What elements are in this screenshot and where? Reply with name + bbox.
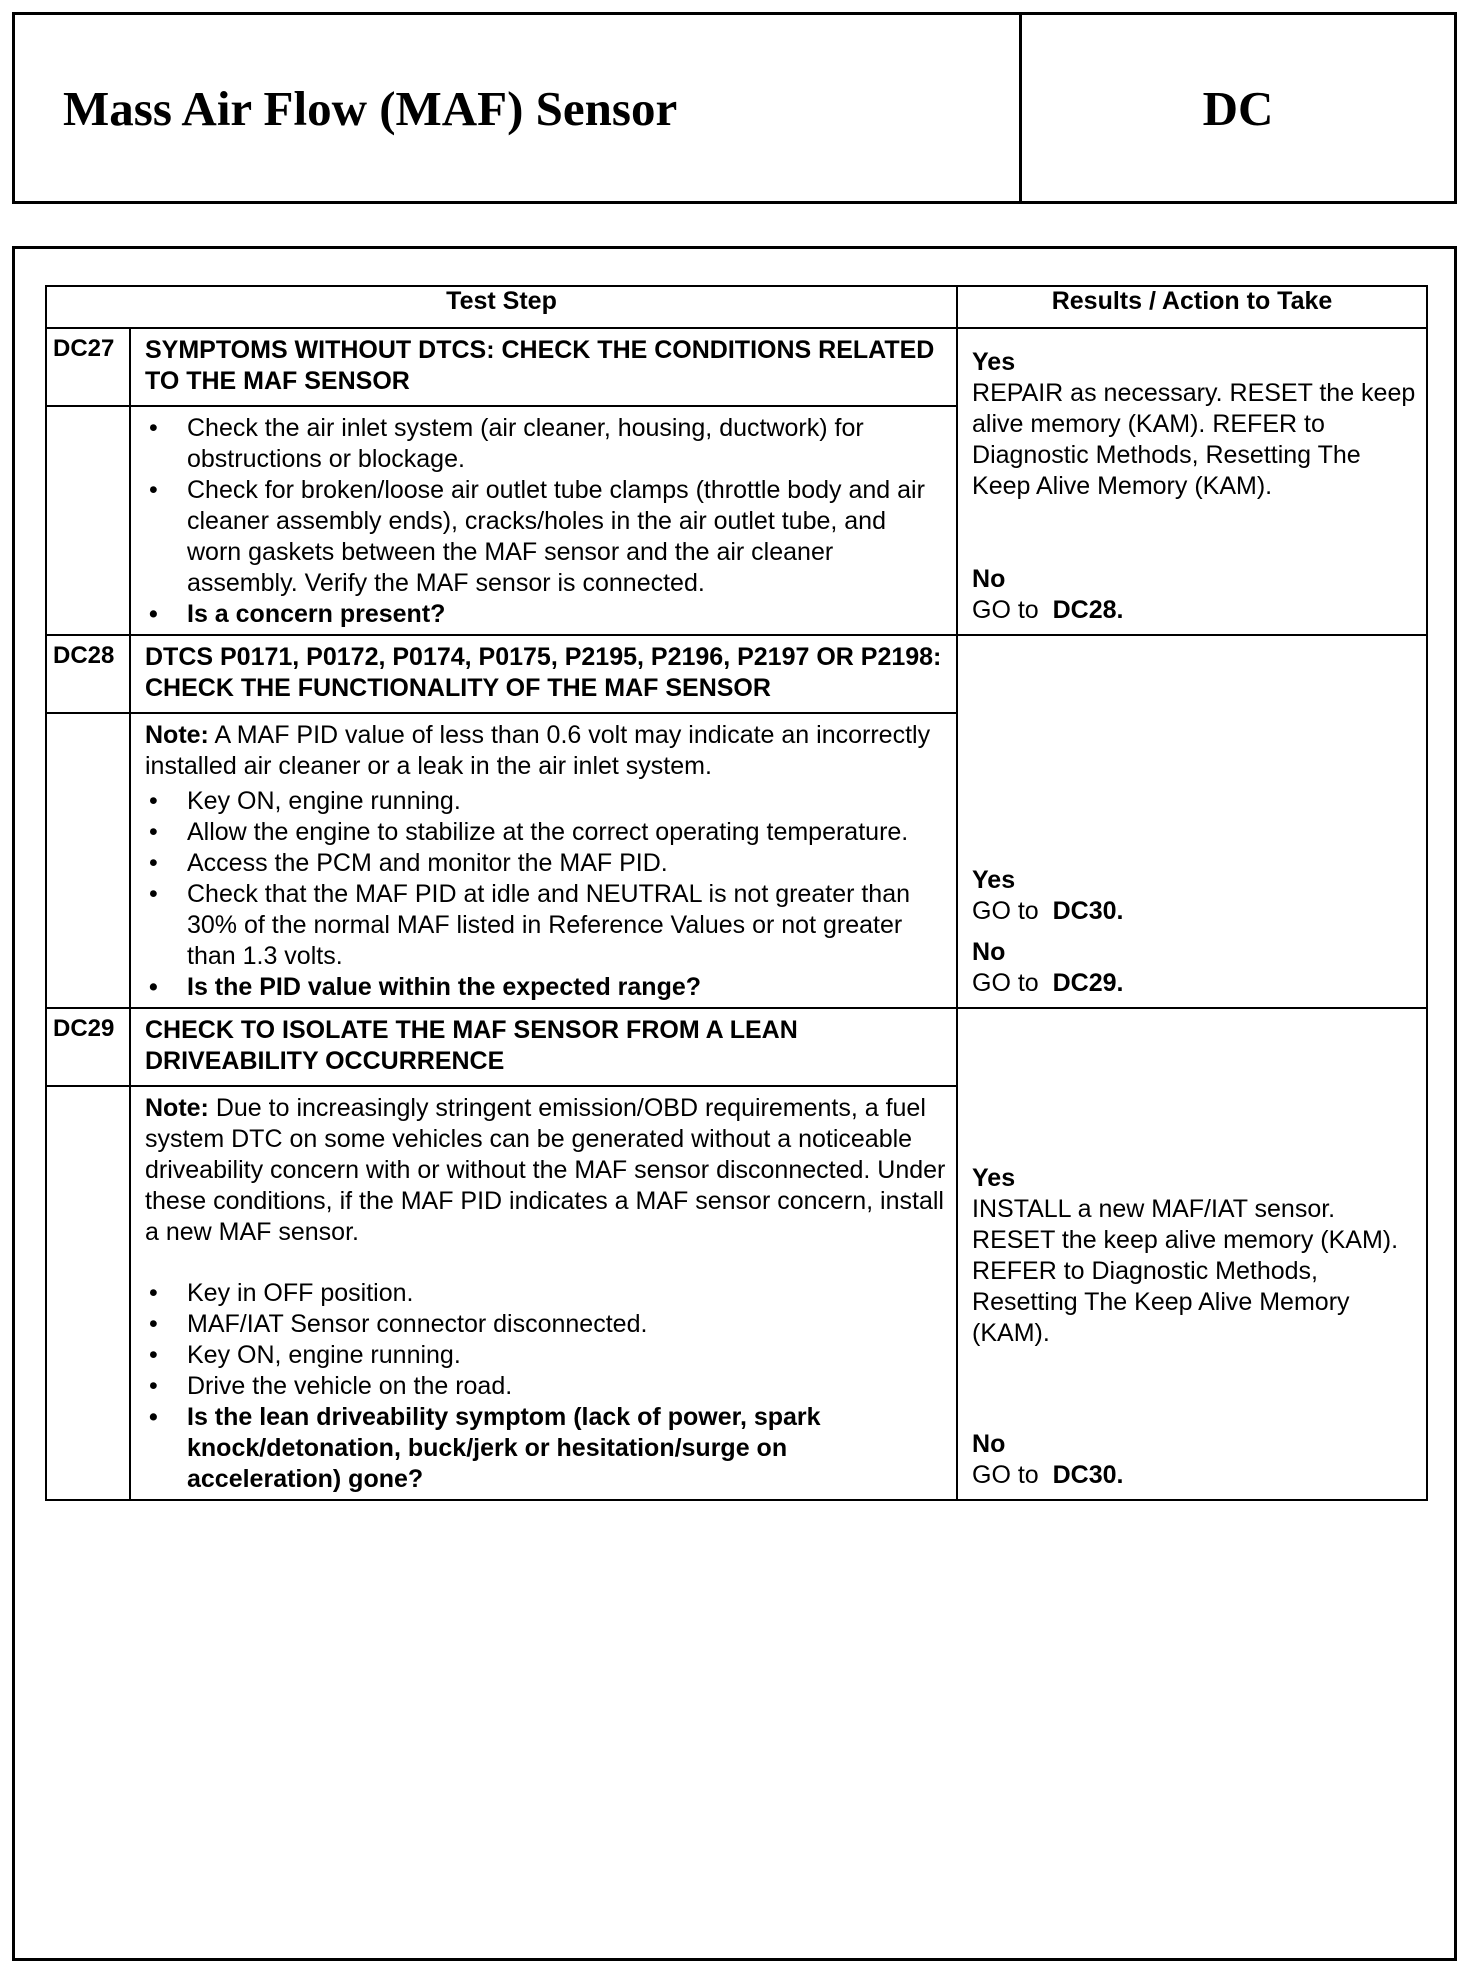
test-step-table bbox=[45, 285, 1428, 1501]
goto-target: DC29. bbox=[1052, 969, 1124, 997]
list-item: • Check for broken/loose air outlet tube clamps (throttle body and air cleaner assembly ends), cracks/holes in the air outlet tube, and worn gaskets between the MAF sensor and the air cleaner assembly. Verify the MAF sensor is connected. bbox=[145, 475, 946, 599]
col-header-test-step: Test Step bbox=[46, 286, 957, 328]
goto-target: DC30. bbox=[1052, 897, 1124, 925]
goto-target: DC30. bbox=[1052, 1461, 1124, 1489]
list-item: • Drive the vehicle on the road. bbox=[145, 1371, 946, 1402]
page-title: Mass Air Flow (MAF) Sensor bbox=[15, 15, 1022, 201]
page-header bbox=[12, 12, 1457, 204]
yes-label: Yes bbox=[972, 1164, 1016, 1192]
yes-action bbox=[972, 896, 1416, 927]
step-title-dc27: SYMPTOMS WITHOUT DTCS: CHECK THE CONDITIONS RELATED TO THE MAF SENSOR bbox=[130, 328, 957, 406]
result-cell-dc28 bbox=[957, 635, 1427, 1008]
no-action bbox=[972, 1460, 1416, 1491]
step-id-dc27: DC27 bbox=[46, 328, 130, 406]
list-item: • Access the PCM and monitor the MAF PID. bbox=[145, 848, 946, 879]
yes-label: Yes bbox=[972, 348, 1016, 376]
yes-label: Yes bbox=[972, 866, 1016, 894]
step-title-row-dc27 bbox=[46, 328, 1427, 406]
bullet-list bbox=[145, 786, 946, 1003]
step-title-row-dc28 bbox=[46, 635, 1427, 713]
note-paragraph bbox=[145, 1093, 946, 1248]
step-title-row-dc29 bbox=[46, 1008, 1427, 1086]
step-title-dc29: CHECK TO ISOLATE THE MAF SENSOR FROM A LEAN DRIVEABILITY OCCURRENCE bbox=[130, 1008, 957, 1086]
step-title-dc28: DTCS P0171, P0172, P0174, P0175, P2195, P2196, P2197 OR P2198: CHECK THE FUNCTIONALITY OF THE MAF SENSOR bbox=[130, 635, 957, 713]
no-label: No bbox=[972, 565, 1006, 593]
bullet-list bbox=[145, 1278, 946, 1495]
no-action bbox=[972, 968, 1416, 999]
list-item: • Key in OFF position. bbox=[145, 1278, 946, 1309]
section-code: DC bbox=[1202, 80, 1274, 136]
note-paragraph bbox=[145, 720, 946, 782]
no-label: No bbox=[972, 1430, 1006, 1458]
note-label: Note: bbox=[145, 1094, 209, 1122]
list-item: • Allow the engine to stabilize at the correct operating temperature. bbox=[145, 817, 946, 848]
goto-text: GO to bbox=[972, 596, 1039, 624]
yes-action: INSTALL a new MAF/IAT sensor. RESET the keep alive memory (KAM). REFER to Diagnostic Methods, Resetting The Keep Alive Memory (KAM). bbox=[972, 1195, 1399, 1347]
question-item: • Is the lean driveability symptom (lack of power, spark knock/detonation, buck/jerk or hesitation/surge on acceleration) gone? bbox=[145, 1402, 946, 1495]
note-text: A MAF PID value of less than 0.6 volt may indicate an incorrectly installed air cleaner or a leak in the air inlet system. bbox=[145, 721, 931, 780]
step-id-spacer bbox=[46, 713, 130, 1008]
question-item: • Is a concern present? bbox=[145, 599, 946, 630]
note-label: Note: bbox=[145, 721, 209, 749]
goto-text: GO to bbox=[972, 1461, 1039, 1489]
list-item: • Check the air inlet system (air cleaner, housing, ductwork) for obstructions or blockage. bbox=[145, 413, 946, 475]
step-id-spacer bbox=[46, 406, 130, 635]
goto-target: DC28. bbox=[1052, 596, 1124, 624]
step-body-dc29 bbox=[130, 1086, 957, 1500]
col-header-results: Results / Action to Take bbox=[957, 286, 1427, 328]
note-text: Due to increasingly stringent emission/OBD requirements, a fuel system DTC on some vehicles can be generated without a noticeable driveability concern with or without the MAF sensor disconnected. Under these conditions, if the MAF PID indicates a MAF sensor concern, install a new MAF sensor. bbox=[145, 1094, 946, 1246]
question-item: • Is the PID value within the expected range? bbox=[145, 972, 946, 1003]
no-label: No bbox=[972, 938, 1006, 966]
step-body-dc27 bbox=[130, 406, 957, 635]
step-id-dc29: DC29 bbox=[46, 1008, 130, 1086]
list-item: • MAF/IAT Sensor connector disconnected. bbox=[145, 1309, 946, 1340]
list-item: • Key ON, engine running. bbox=[145, 1340, 946, 1371]
no-action bbox=[972, 595, 1416, 626]
step-id-spacer bbox=[46, 1086, 130, 1500]
result-cell-dc29 bbox=[957, 1008, 1427, 1500]
step-id-dc28: DC28 bbox=[46, 635, 130, 713]
list-item: • Key ON, engine running. bbox=[145, 786, 946, 817]
result-cell-dc27 bbox=[957, 328, 1427, 635]
content-frame bbox=[12, 246, 1457, 1961]
goto-text: GO to bbox=[972, 897, 1039, 925]
list-item: • Check that the MAF PID at idle and NEUTRAL is not greater than 30% of the normal MAF listed in Reference Values or not greater than 1.3 volts. bbox=[145, 879, 946, 972]
bullet-list bbox=[145, 413, 946, 630]
step-body-dc28 bbox=[130, 713, 957, 1008]
goto-text: GO to bbox=[972, 969, 1039, 997]
table-header-row bbox=[46, 286, 1427, 328]
yes-action: REPAIR as necessary. RESET the keep alive memory (KAM). REFER to Diagnostic Methods, Resetting The Keep Alive Memory (KAM). bbox=[972, 379, 1416, 500]
